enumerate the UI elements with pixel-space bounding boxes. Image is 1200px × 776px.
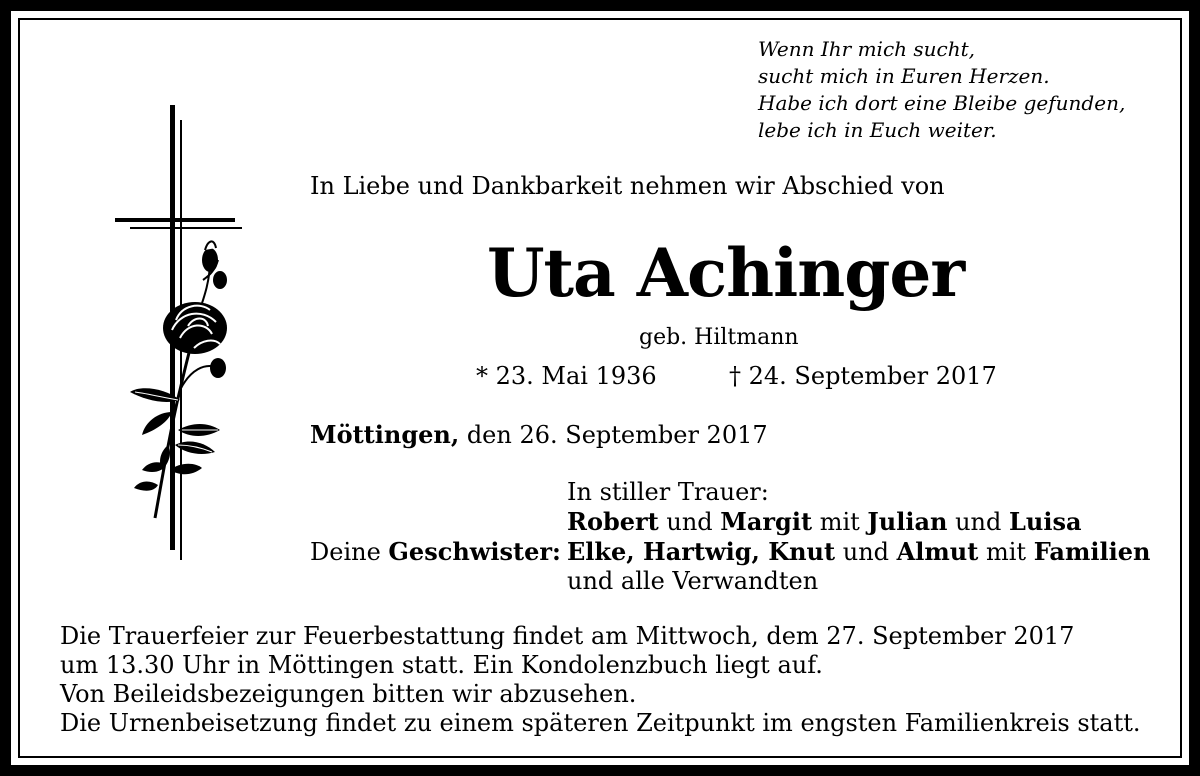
birth-date: * 23. Mai 1936 bbox=[476, 362, 657, 390]
notice-line: um 13.30 Uhr in Möttingen statt. Ein Kondolenzbuch liegt auf. bbox=[60, 651, 823, 679]
mourners-line-3: und alle Verwandten bbox=[567, 567, 819, 595]
poem bbox=[758, 36, 1125, 144]
mourner-name: Almut bbox=[896, 537, 979, 566]
connector: und bbox=[842, 538, 890, 566]
poem-line: sucht mich in Euren Herzen. bbox=[758, 64, 1050, 88]
siblings-label bbox=[310, 537, 561, 567]
poem-line: Habe ich dort eine Bleibe gefunden, bbox=[758, 91, 1126, 115]
poem-line: Wenn Ihr mich sucht, bbox=[758, 37, 976, 61]
cross-with-rose-icon bbox=[110, 100, 250, 565]
siblings-prefix: Deine bbox=[310, 538, 381, 566]
death-date: † 24. September 2017 bbox=[729, 362, 997, 390]
siblings-word: Geschwister: bbox=[388, 537, 561, 566]
place: Möttingen, bbox=[310, 420, 460, 449]
mourner-name: Margit bbox=[720, 507, 813, 536]
mourner-name: Familien bbox=[1033, 537, 1151, 566]
mourner-name: Elke, Hartwig, Knut bbox=[567, 537, 836, 566]
deceased-name: Uta Achinger bbox=[487, 234, 965, 312]
connector: und bbox=[666, 508, 713, 536]
mourning-intro: In stiller Trauer: bbox=[567, 478, 769, 506]
date: den 26. September 2017 bbox=[466, 421, 768, 449]
mourners-line-1 bbox=[567, 507, 1082, 537]
mourner-name: Luisa bbox=[1009, 507, 1082, 536]
funeral-notice bbox=[60, 622, 1141, 738]
place-date bbox=[310, 420, 768, 450]
notice-line: Die Urnenbeisetzung findet zu einem späteren Zeitpunkt im engsten Familienkreis statt. bbox=[60, 709, 1141, 737]
notice-line: Von Beileidsbezeigungen bitten wir abzusehen. bbox=[60, 680, 637, 708]
connector: mit bbox=[819, 508, 860, 536]
mourners-line-2 bbox=[567, 537, 1150, 567]
notice-line: Die Trauerfeier zur Feuerbestattung findet am Mittwoch, dem 27. September 2017 bbox=[60, 622, 1075, 650]
birth-name: geb. Hiltmann bbox=[639, 325, 799, 350]
connector: und bbox=[955, 508, 1002, 536]
connector: mit bbox=[985, 538, 1027, 566]
poem-line: lebe ich in Euch weiter. bbox=[758, 118, 997, 142]
intro-text: In Liebe und Dankbarkeit nehmen wir Abschied von bbox=[310, 172, 945, 200]
mourner-name: Julian bbox=[867, 507, 948, 536]
mourner-name: Robert bbox=[567, 507, 659, 536]
